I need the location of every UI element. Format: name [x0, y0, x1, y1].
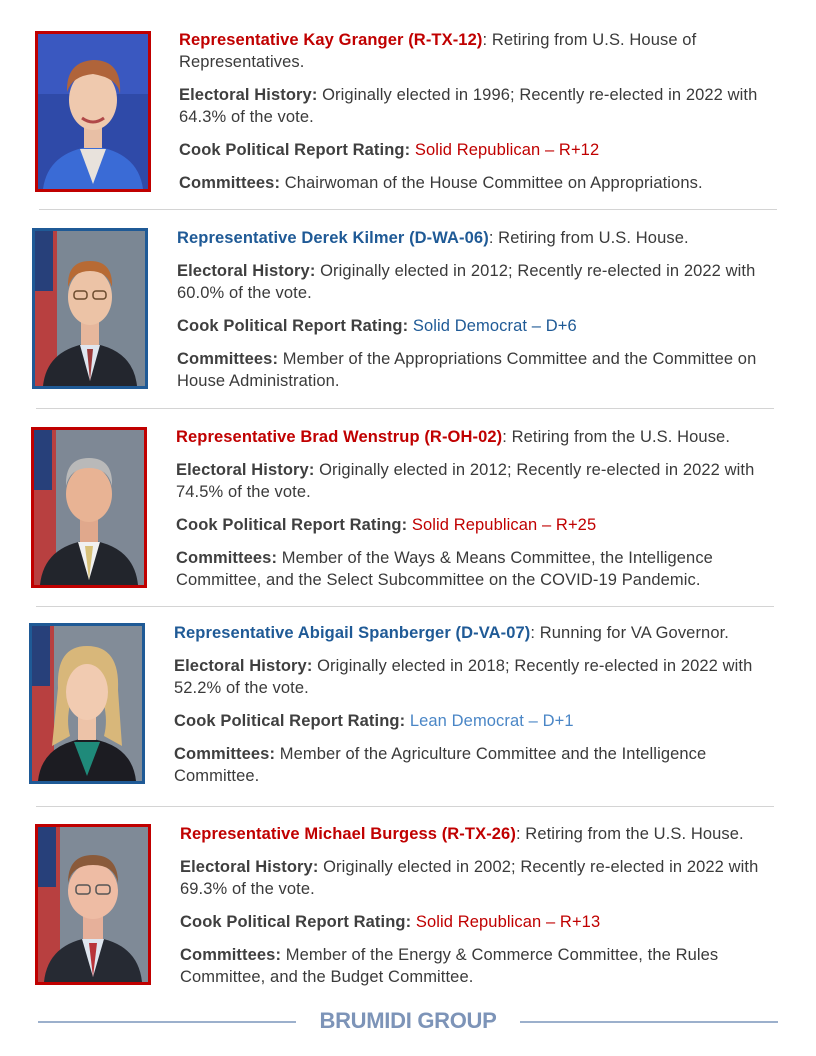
- cook-rating: Solid Democrat – D+6: [408, 317, 577, 335]
- committees: Member of the Agriculture Committee and the Intelligence Committee.: [174, 745, 707, 785]
- member-portrait: [35, 824, 151, 985]
- member-portrait: [31, 427, 147, 588]
- member-name: Representative Brad Wenstrup (R-OH-02): [176, 428, 503, 446]
- cook-rating: Solid Republican – R+13: [411, 913, 601, 931]
- committees-label: Committees:: [179, 174, 281, 192]
- member-name: Representative Abigail Spanberger (D-VA-07): [174, 624, 531, 642]
- electoral-history-label: Electoral History:: [180, 858, 319, 876]
- footer-rule-left: [38, 1021, 296, 1023]
- committees: Chairwoman of the House Committee on Appropriations.: [280, 174, 703, 192]
- committees: Member of the Appropriations Committee and the Committee on House Administration.: [177, 350, 757, 390]
- electoral-history-label: Electoral History:: [177, 262, 316, 280]
- cook-rating-label: Cook Political Report Rating:: [176, 516, 408, 534]
- committees-label: Committees:: [176, 549, 278, 567]
- electoral-history: Originally elected in 2012; Recently re-elected in 2022 with 60.0% of the vote.: [177, 262, 756, 302]
- cook-rating-label: Cook Political Report Rating:: [180, 913, 412, 931]
- member-portrait: [29, 623, 145, 784]
- member-status: : Retiring from U.S. House.: [488, 229, 689, 247]
- divider: [36, 408, 774, 409]
- member-portrait: [35, 31, 151, 192]
- cook-rating-label: Cook Political Report Rating:: [179, 141, 411, 159]
- divider: [36, 606, 774, 607]
- divider: [36, 806, 774, 807]
- member-name: Representative Michael Burgess (R-TX-26): [180, 825, 516, 843]
- committees-label: Committees:: [177, 350, 279, 368]
- electoral-history-label: Electoral History:: [176, 461, 315, 479]
- member-status: : Retiring from the U.S. House.: [515, 825, 744, 843]
- member-name: Representative Kay Granger (R-TX-12): [179, 31, 483, 49]
- committees: Member of the Energy & Commerce Committee, the Rules Committee, and the Budget Committee.: [180, 946, 719, 986]
- cook-rating: Lean Democrat – D+1: [405, 712, 574, 730]
- committees: Member of the Ways & Means Committee, the Intelligence Committee, and the Select Subcommittee on the COVID-19 Pandemic.: [176, 549, 713, 589]
- electoral-history: Originally elected in 2018; Recently re-elected in 2022 with 52.2% of the vote.: [174, 657, 753, 697]
- brand-logo: BRUMIDI GROUP: [319, 1008, 497, 1033]
- cook-rating: Solid Republican – R+25: [407, 516, 597, 534]
- committees-label: Committees:: [174, 745, 276, 763]
- electoral-history: Originally elected in 2012; Recently re-elected in 2022 with 74.5% of the vote.: [176, 461, 755, 501]
- member-status: : Retiring from U.S. House of Representatives.: [179, 31, 697, 71]
- cook-rating-label: Cook Political Report Rating:: [174, 712, 406, 730]
- electoral-history-label: Electoral History:: [179, 86, 318, 104]
- member-status: : Retiring from the U.S. House.: [502, 428, 731, 446]
- member-name: Representative Derek Kilmer (D-WA-06): [177, 229, 489, 247]
- cook-rating-label: Cook Political Report Rating:: [177, 317, 409, 335]
- committees-label: Committees:: [180, 946, 282, 964]
- member-portrait: [32, 228, 148, 389]
- electoral-history: Originally elected in 1996; Recently re-elected in 2022 with 64.3% of the vote.: [179, 86, 758, 126]
- member-status: : Running for VA Governor.: [530, 624, 729, 642]
- electoral-history-label: Electoral History:: [174, 657, 313, 675]
- divider: [39, 209, 777, 210]
- footer-rule-right: [520, 1021, 778, 1023]
- cook-rating: Solid Republican – R+12: [410, 141, 600, 159]
- electoral-history: Originally elected in 2002; Recently re-elected in 2022 with 69.3% of the vote.: [180, 858, 759, 898]
